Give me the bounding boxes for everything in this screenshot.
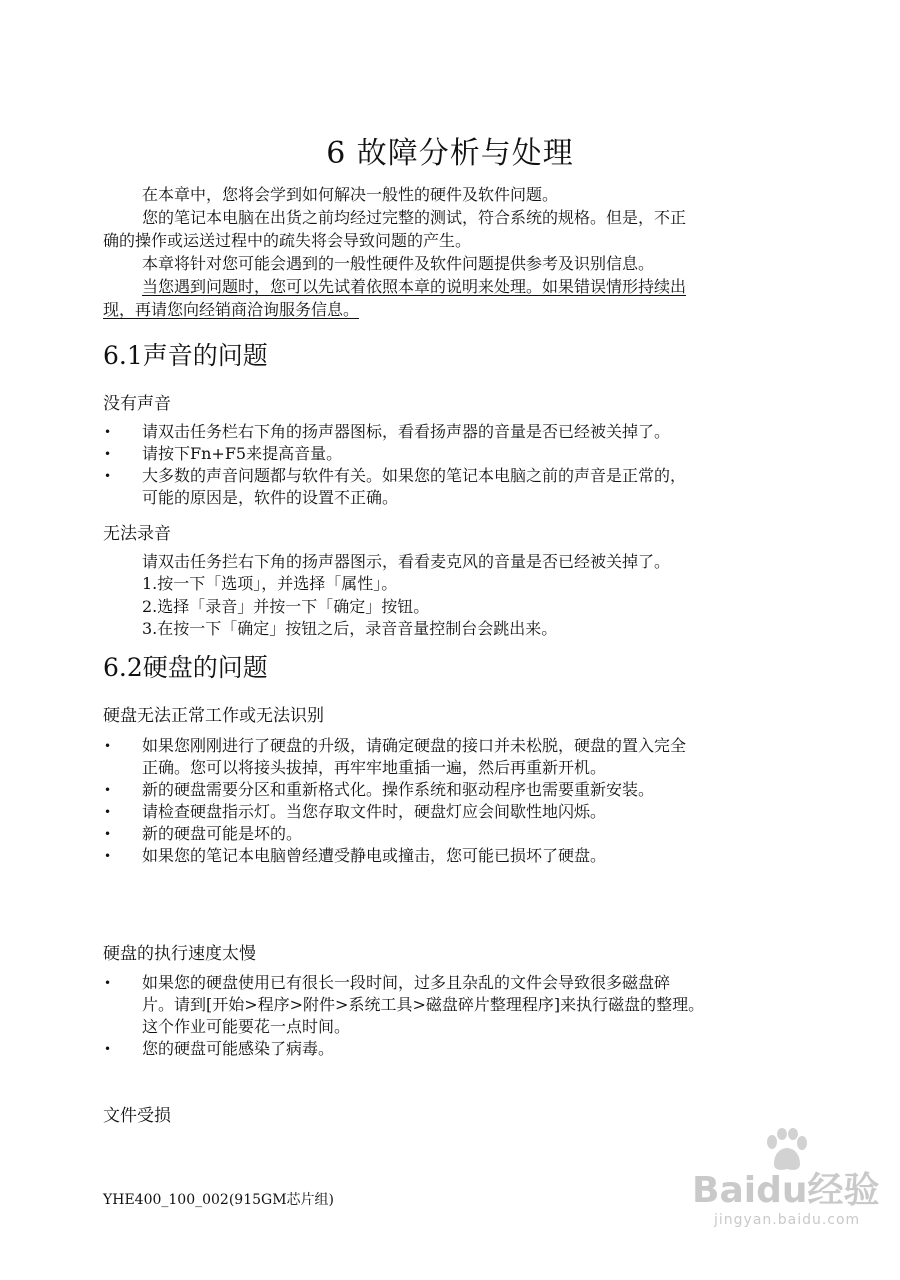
bullet-icon: •	[104, 976, 112, 990]
list-item: • 如果您的笔记本电脑曾经遭受静电或撞击，您可能已损坏了硬盘。	[104, 846, 607, 865]
list-item: • 新的硬盘需要分区和重新格式化。操作系统和驱动程序也需要重新安装。	[104, 780, 655, 799]
list-item-continuation: 可能的原因是，软件的设置不正确。	[142, 488, 399, 507]
watermark-text: Baidu经验	[692, 1170, 880, 1211]
watermark	[692, 1128, 880, 1238]
list-item: • 请双击任务栏右下角的扬声器图标，看看扬声器的音量是否已经被关掉了。	[104, 422, 671, 441]
list-item: • 如果您刚刚进行了硬盘的升级，请确定硬盘的接口并未松脱，硬盘的置入完全	[104, 736, 687, 755]
bullet-icon: •	[104, 805, 112, 819]
bullet-icon: •	[104, 783, 112, 797]
bullet-icon: •	[104, 425, 112, 439]
intro-paragraph-3: 本章将针对您可能会遇到的一般性硬件及软件问题提供参考及识别信息。	[142, 254, 655, 273]
list-item: • 新的硬盘可能是坏的。	[104, 824, 303, 843]
list-item: • 大多数的声音问题都与软件有关。如果您的笔记本电脑之前的声音是正常的，	[104, 466, 687, 485]
intro-paragraph-1: 在本章中，您将会学到如何解决一般性的硬件及软件问题。	[142, 185, 559, 204]
intro-paragraph-4-line-1: 当您遇到问题时，您可以先试着依照本章的说明来处理。如果错误情形持续出	[142, 277, 687, 296]
list-item-continuation: 这个作业可能要花一点时间。	[142, 1017, 351, 1036]
bullet-icon: •	[104, 827, 112, 841]
list-item: • 如果您的硬盘使用已有很长一段时间，过多且杂乱的文件会导致很多磁盘碎	[104, 973, 671, 992]
subheading-disk-slow: 硬盘的执行速度太慢	[103, 944, 256, 964]
list-item: • 请按下Fn+F5来提高音量。	[104, 444, 343, 463]
subheading-no-sound: 没有声音	[103, 394, 171, 414]
section-heading-sound: 6.1声音的问题	[103, 341, 268, 370]
intro-paragraph-4-line-2: 现，再请您向经销商洽询服务信息。	[103, 300, 360, 319]
record-step-2: 2.选择「录音」并按一下「确定」按钮。	[142, 597, 430, 616]
page-footer: YHE400_100_002(915GM芯片组)	[103, 1192, 334, 1208]
bullet-icon: •	[104, 469, 112, 483]
record-step-3: 3.在按一下「确定」按钮之后，录音音量控制台会跳出来。	[142, 619, 558, 638]
bullet-icon: •	[104, 849, 112, 863]
bullet-icon: •	[104, 447, 112, 461]
list-item: • 您的硬盘可能感染了病毒。	[104, 1039, 335, 1058]
intro-paragraph-2-line-2: 确的操作或运送过程中的疏失将会导致问题的产生。	[103, 231, 472, 250]
list-item: • 请检查硬盘指示灯。当您存取文件时，硬盘灯应会间歇性地闪烁。	[104, 802, 607, 821]
subheading-file-damaged: 文件受损	[103, 1106, 171, 1126]
bullet-icon: •	[104, 739, 112, 753]
watermark-url: jingyan.baidu.com	[714, 1212, 861, 1228]
bullet-icon: •	[104, 1042, 112, 1056]
list-item-continuation: 片。请到[开始>程序>附件>系统工具>磁盘碎片整理程序]来执行磁盘的整理。	[142, 995, 705, 1014]
section-heading-disk: 6.2硬盘的问题	[103, 653, 268, 682]
subheading-disk-not-working: 硬盘无法正常工作或无法识别	[103, 706, 324, 726]
subheading-no-record: 无法录音	[103, 524, 171, 544]
list-item-continuation: 正确。您可以将接头拔掉，再牢牢地重插一遍，然后再重新开机。	[142, 758, 607, 777]
record-line-1: 请双击任务拦右下角的扬声器图示，看看麦克风的音量是否已经被关掉了。	[142, 552, 671, 571]
record-step-1: 1.按一下「选项」，并选择「属性」。	[142, 574, 398, 593]
intro-paragraph-2-line-1: 您的笔记本电脑在出货之前均经过完整的测试，符合系统的规格。但是，不正	[142, 208, 687, 227]
chapter-title: 6 故障分析与处理	[326, 136, 574, 171]
